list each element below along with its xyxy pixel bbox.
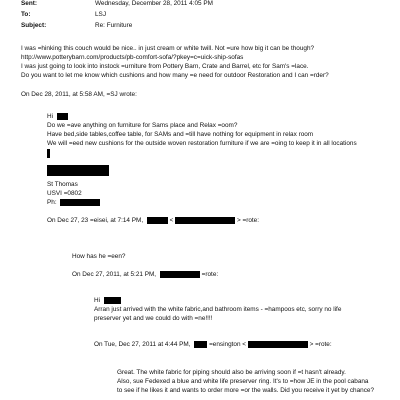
quote-header-text: =rote:: [201, 271, 219, 279]
quote-header-text: > =rote:: [236, 217, 259, 225]
body-line: Arran just arrived with the white fabric,and bathroom items - =hampoos etc, sorry no life: [94, 306, 342, 313]
body-line: Also, sue Fedexed a blue and white life preserver ring. It's to =how JE in the pool cabana: [117, 378, 369, 385]
signature-phone: [47, 199, 100, 208]
sent-value: Wednesday, December 28, 2011 4:05 PM: [95, 0, 213, 7]
greeting-text: Hi: [94, 297, 101, 305]
redaction-bar: [60, 199, 100, 206]
body-line: I was =hinking this couch would be nice.. in just cream or white twill. Not =ure how big it can be though?: [21, 45, 315, 52]
redaction-bar: [47, 149, 50, 158]
greeting-text: Hi: [47, 113, 54, 121]
signature-name: St Thomas: [47, 181, 78, 188]
body-link[interactable]: http://www.potterybarn.com/products/pb-comfort-sofa/?pkey=c=uick-ship-sofas: [21, 54, 244, 61]
quote-header-text: On Tue, Dec 27, 2011 at 4:44 PM,: [94, 341, 191, 349]
to-label: To:: [21, 11, 31, 18]
quote-header-text: On Dec 27, 23 =eisei, at 7:14 PM,: [47, 217, 144, 225]
body-line: Great. The white fabric for piping should also be arriving soon if =t hasn't already.: [117, 369, 346, 376]
body-line: I was just going to look into instock =urniture from Pottery Barn, Crate and Barrel, etc for Sam's =lace.: [21, 63, 309, 70]
body-line: to see if he likes it and wants to order more =or the walls. Did you receive it yet by chance?: [117, 387, 374, 394]
quote-header: [72, 271, 218, 280]
sent-label: Sent:: [21, 0, 37, 7]
body-line: We will =eed new cushions for the outside woven restoration furniture if we are =oing to keep it in all locations: [47, 140, 357, 147]
redaction-bar: [147, 217, 168, 224]
redaction-bar: [194, 341, 207, 348]
redaction-bar: [47, 165, 109, 176]
quote-header-text: > =rote:: [309, 341, 332, 349]
quote-header: On Dec 28, 2011, at 5:58 AM, =SJ wrote:: [21, 91, 137, 98]
redaction-bar: [57, 113, 68, 120]
greeting: [94, 297, 121, 306]
quote-header: [47, 217, 259, 226]
body-line: Do we =ave anything on furniture for Sams place and Relax =oom?: [47, 122, 238, 129]
body-line: Do you want to let me know which cushions and how many =e need for outdoor Restoration and I can =rder?: [21, 72, 329, 79]
redaction-bar: [104, 297, 121, 304]
body-line: How has he =een?: [72, 253, 126, 260]
redaction-bar: [175, 217, 235, 224]
subject-value: Re: Furniture: [95, 22, 133, 29]
quote-header-text: On Dec 27, 2011, at 5:21 PM,: [72, 271, 157, 279]
quote-header: [94, 341, 332, 350]
greeting: [47, 113, 68, 122]
subject-label: Subject:: [21, 22, 47, 29]
phone-label: Ph:: [47, 199, 57, 207]
to-value: LSJ: [95, 11, 107, 18]
quote-header-text: =ensington <: [209, 341, 247, 349]
quote-header-text: <: [169, 217, 174, 225]
redaction-bar: [248, 341, 308, 348]
signature-code: USVI =0802: [47, 190, 82, 197]
body-line: preserver yet and we could do with =ne!!!!: [94, 315, 213, 322]
body-line: Have bed,side tables,coffee table, for SAMs and =till have nothing for equipment in relax room: [47, 131, 314, 138]
redaction-bar: [160, 271, 200, 278]
